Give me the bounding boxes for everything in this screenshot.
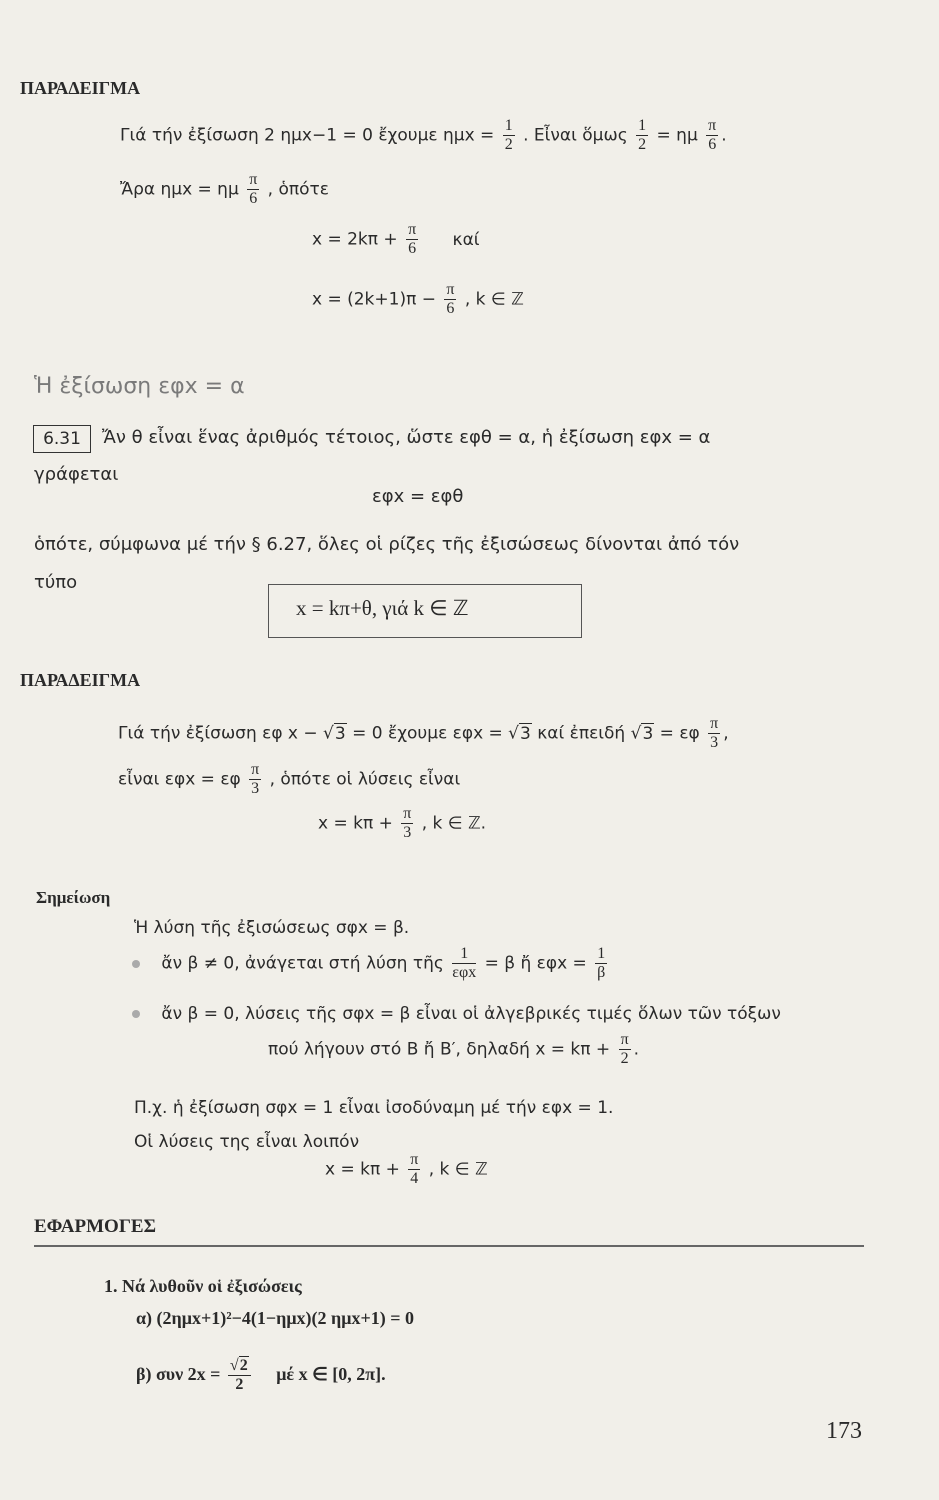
boxed-formula: x = kπ+θ, γιά k ∈ ℤ (296, 596, 469, 620)
radicand: 3 (334, 723, 346, 744)
equation (325, 1152, 488, 1187)
applications-heading: ΕΦΑΡΜΟΓΕΣ (34, 1216, 156, 1237)
section-number: 6.31 (43, 429, 81, 449)
equation (318, 806, 486, 841)
divider (34, 1245, 864, 1247)
equation (312, 282, 524, 317)
body-text: Π.χ. ἡ ἐξίσωση σφx = 1 εἶναι ἰσοδύναμη μέ τήν εφx = 1. (134, 1098, 614, 1118)
text: , k ∈ ℤ (464, 289, 524, 310)
text: καί (452, 229, 480, 250)
fraction: $\frac{\pi}{4}$ (410, 1151, 419, 1187)
text: = 0 ἔχουμε εφx = (352, 723, 503, 744)
page-number: 173 (826, 1418, 862, 1444)
text: Γιά τήν ἐξίσωση εφ x − (118, 723, 318, 744)
body-text: Ἡ λύση τῆς ἐξισώσεως σφx = β. (134, 918, 410, 938)
bullet-item (132, 946, 610, 981)
text: καί ἐπειδή (537, 723, 626, 744)
text: x = kπ + (318, 813, 393, 834)
note-heading: Σημείωση (36, 888, 111, 907)
fraction: $\frac{\pi}{6}$ (708, 117, 717, 153)
text: πού λήγουν στό B ἤ B′, δηλαδή x = kπ + (268, 1039, 611, 1060)
text: Γιά τήν ἐξίσωση 2 ημx−1 = 0 ἔχουμε ημx = (120, 125, 495, 146)
text: = β ἤ εφx = (484, 953, 587, 974)
section-title: Ἡ ἐξίσωση εφx = α (34, 374, 245, 399)
text: ἄν β ≠ 0, ἀνάγεται στή λύση τῆς (161, 953, 444, 974)
body-text: γράφεται (34, 464, 119, 485)
radicand: 3 (520, 723, 531, 744)
exercise-item: 1. Νά λυθοῦν οἱ ἐξισώσεις (104, 1276, 302, 1296)
fraction: $\frac{\pi}{2}$ (620, 1031, 629, 1067)
bullet-item (132, 1004, 781, 1024)
fraction: $\frac{1}{\beta}$ (597, 945, 606, 981)
fraction: $\frac{\pi}{3}$ (710, 715, 719, 751)
text: μέ x ∈ [0, 2π]. (276, 1363, 386, 1384)
text: x = (2k+1)π − (312, 289, 436, 310)
radicand: 3 (642, 723, 654, 744)
text: = εφ (659, 723, 700, 744)
fraction: $\frac{√2}{2}$ (228, 1358, 251, 1393)
fraction: $\frac{\pi}{3}$ (251, 761, 260, 797)
body-text: πού λήγουν στό B ἤ B′, δηλαδή x = kπ + $\frac{\pi}{2}$ . (268, 1031, 640, 1067)
fraction: $\frac{\pi}{3}$ (403, 805, 412, 841)
bullet-icon (132, 1010, 140, 1018)
bullet-icon (132, 960, 140, 968)
text: εἶναι εφx = εφ (118, 769, 241, 790)
exercise-b (136, 1358, 386, 1393)
fraction: $\frac{\pi}{6}$ (249, 171, 258, 207)
body-text: τύπο (34, 572, 78, 593)
exercise-a: α) (2ημx+1)²−4(1−ημx)(2 ημx+1) = 0 (136, 1308, 414, 1328)
example-line (118, 762, 460, 797)
fraction: $\frac{1}{\text{εφx}}$ (452, 945, 477, 981)
text: β) συν 2x = (136, 1363, 221, 1384)
text: ἄν β = 0, λύσεις τῆς σφx = β εἶναι οἱ ἀλγεβρικές τιμές ὅλων τῶν τόξων (161, 1004, 781, 1024)
example-line (120, 172, 329, 207)
text: Ἄρα ημx = ημ (120, 179, 239, 200)
text: . Εἶναι ὅμως (523, 125, 628, 146)
text: x = 2kπ + (312, 229, 398, 250)
example-heading: ΠΑΡΑΔΕΙΓΜΑ (20, 78, 141, 98)
text: , k ∈ ℤ. (421, 813, 487, 834)
fraction: $\frac{1}{2}$ (504, 117, 513, 153)
text: , k ∈ ℤ (428, 1159, 488, 1180)
text: = ημ (656, 125, 698, 146)
fraction: $\frac{1}{2}$ (638, 117, 647, 153)
body-text: ὁπότε, σύμφωνα μέ τήν § 6.27, ὅλες οἱ ρίζες τῆς ἐξισώσεως δίνονται ἀπό τόν (34, 534, 740, 555)
example-line: Γιά τήν ἐξίσωση εφ x − √3 = 0 ἔχουμε εφx = √3 καί ἐπειδή √3 = εφ $\frac{\pi}{3}$ , (118, 715, 729, 751)
equation: εφx = εφθ (372, 486, 464, 507)
equation (312, 222, 480, 257)
radicand: 2 (239, 1357, 248, 1374)
example-heading: ΠΑΡΑΔΕΙΓΜΑ (20, 670, 141, 690)
text: x = kπ + (325, 1159, 400, 1180)
fraction: $\frac{\pi}{6}$ (446, 281, 455, 317)
body-text: Ἄν θ εἶναι ἕνας ἀριθμός τέτοιος, ὥστε εφθ = α, ἡ ἐξίσωση εφx = α (102, 427, 711, 448)
fraction: $\frac{\pi}{6}$ (408, 221, 417, 257)
example-line: Γιά τήν ἐξίσωση 2 ημx−1 = 0 ἔχουμε ημx = $\frac{1}{2}$ . Εἶναι ὅμως $\frac{1}{2}$ = ημ $\frac{\pi}{6}$ . (120, 117, 727, 153)
text: , ὁπότε (267, 179, 329, 200)
text: , ὁπότε οἱ λύσεις εἶναι (269, 769, 461, 790)
section-number-box (33, 425, 91, 453)
body-text: Οἱ λύσεις της εἶναι λοιπόν (134, 1132, 360, 1152)
